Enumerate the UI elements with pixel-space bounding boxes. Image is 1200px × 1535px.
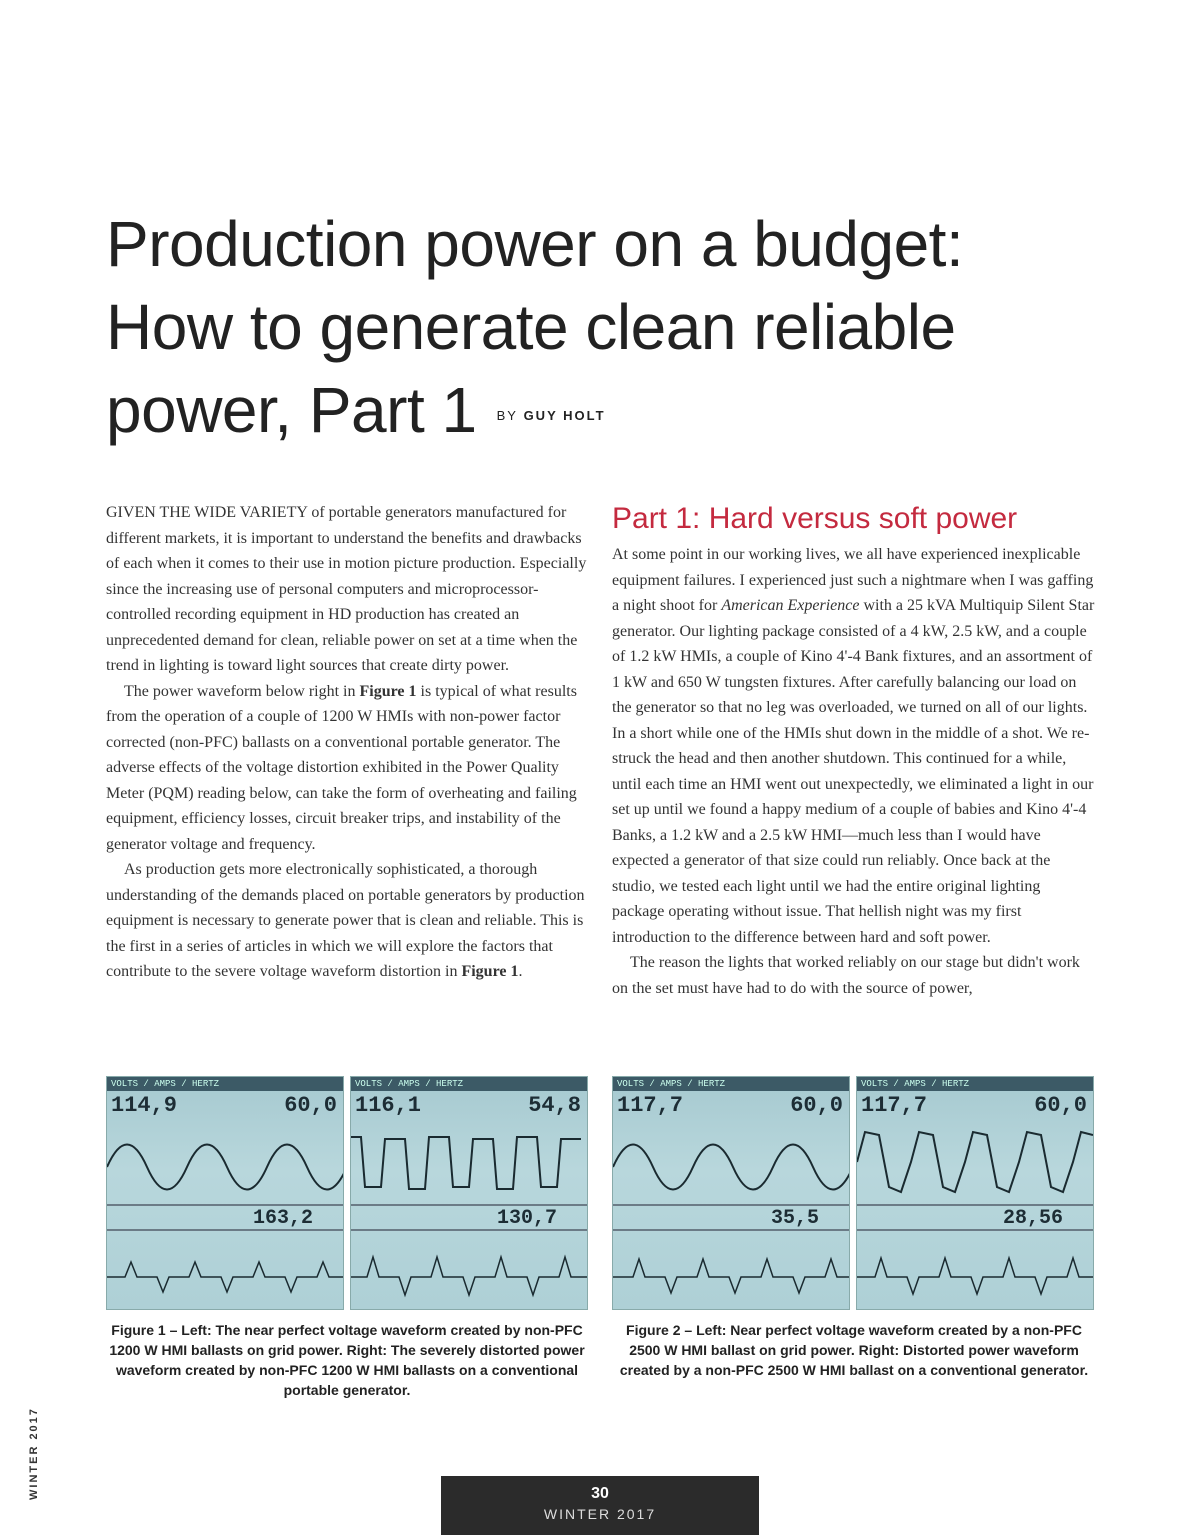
pqm-header: VOLTS / AMPS / HERTZ	[613, 1077, 849, 1091]
pqm-header: VOLTS / AMPS / HERTZ	[107, 1077, 343, 1091]
left-paragraph-1	[106, 500, 588, 679]
pqm-voltage-readout: 117,7	[617, 1093, 684, 1118]
pqm-amps-readout: 28,56	[1002, 1207, 1063, 1230]
left-paragraph-3	[106, 857, 588, 985]
left-p2-a: The power waveform below right in	[124, 682, 360, 700]
footer-issue: WINTER 2017	[543, 1506, 657, 1522]
pqm-frequency-readout: 60,0	[790, 1093, 843, 1118]
pqm-header: VOLTS / AMPS / HERTZ	[857, 1077, 1093, 1091]
pqm-screen-grid-power	[106, 1076, 344, 1310]
title-line-1: Production power on a budget:	[106, 208, 964, 280]
pqm-amps-readout: 35,5	[770, 1207, 819, 1230]
right-paragraph-2: The reason the lights that worked reliably on our stage but didn't work on the set must have had to do with the source of power,	[612, 954, 1080, 997]
pqm-amps-readout: 163,2	[252, 1207, 313, 1230]
right-p1-b: with a 25 kVA Multiquip Silent Star generator. Our lighting package consisted of a 4 kW, 2.5 kW, and a couple of 1.2 kW HMIs, a couple of Kino 4'-4 Bank fixtures, and an assortment of 1 kW and 650 W tungsten fixtures. After carefully balancing our load on the generator so that no leg was overloaded, we turned on all of our lights. In a short while one of the HMIs shut down in the middle of a shot. We re-struck the head and then another shutdown. This continued for a while, until each time an HMI went out unexpectedly, we eliminated a light in our set up until we found a happy medium of a couple of babies and Kino 4'-4 Banks, a 1.2 kW and a 2.5 kW HMI—much less than I would have expected a generator of that size could run reliably. Once back at the studio, we tested each light until we had the entire original lighting package operating without issue. That hellish night was my first introduction to the difference between hard and soft power.	[612, 597, 1095, 946]
page-footer	[441, 1476, 759, 1535]
section-heading: Part 1: Hard versus soft power	[612, 502, 1018, 535]
byline	[497, 408, 606, 423]
right-paragraph-1	[612, 542, 1096, 950]
article-title	[106, 203, 1106, 457]
left-p3-b: .	[518, 963, 523, 980]
show-title: American Experience	[721, 597, 860, 614]
voltage-waveform-sine	[613, 1077, 849, 1310]
pqm-voltage-readout: 117,7	[861, 1093, 928, 1118]
right-column	[612, 500, 1096, 1001]
figure-1-images	[106, 1076, 588, 1310]
pqm-frequency-readout: 60,0	[1034, 1093, 1087, 1118]
left-paragraph-2	[106, 679, 588, 858]
pqm-amps-readout: 130,7	[496, 1207, 557, 1230]
page-number: 30	[591, 1485, 609, 1502]
left-p1-text: of portable generators manufactured for different markets, it is important to understand the benefits and drawbacks of each when it comes to their use in motion picture production. Especially since the increasing use of personal computers and microprocessor-controlled recording equipment in HD production has created an unprecedented demand for clean, reliable power on set at a time when the trend in lighting is toward light sources that create dirty power.	[106, 504, 587, 674]
voltage-waveform-distorted	[351, 1077, 587, 1310]
voltage-waveform-distorted	[857, 1077, 1093, 1310]
left-column	[106, 500, 588, 985]
title-line-3-text: power, Part 1	[106, 374, 477, 446]
title-line-2: How to generate clean reliable	[106, 291, 956, 363]
title-line-3	[106, 369, 1106, 457]
figure-2-images	[612, 1076, 1094, 1310]
figure-2-caption: Figure 2 – Left: Near perfect voltage waveform created by a non-PFC 2500 W HMI ballast on grid power. Right: Distorted power waveform created by a non-PFC 2500 W HMI ballast on a conventional generator.	[619, 1322, 1089, 1378]
pqm-voltage-readout: 116,1	[355, 1093, 422, 1118]
pqm-screen-grid-power	[612, 1076, 850, 1310]
pqm-screen-generator-power	[856, 1076, 1094, 1310]
byline-by: BY	[496, 407, 518, 423]
byline-author: GUY HOLT	[523, 407, 606, 423]
pqm-header: VOLTS / AMPS / HERTZ	[351, 1077, 587, 1091]
figure-ref: Figure 1	[461, 963, 519, 980]
figure-ref: Figure 1	[359, 682, 417, 700]
right-p1-a: At some point in our working lives, we all have experienced inexplicable equipment failures. I experienced just such a nightmare when I was gaffing a night shoot for	[612, 546, 1094, 614]
figure-1-caption: Figure 1 – Left: The near perfect voltage waveform created by non-PFC 1200 W HMI ballasts on grid power. Right: The severely distorted power waveform created by non-PFC 1200 W HMI ballasts on a conventional portable generator.	[109, 1322, 585, 1398]
side-issue-label: WINTER 2017	[28, 1407, 40, 1500]
pqm-voltage-readout: 114,9	[111, 1093, 178, 1118]
pqm-frequency-readout: 60,0	[284, 1093, 337, 1118]
pqm-screen-generator-power	[350, 1076, 588, 1310]
pqm-frequency-readout: 54,8	[528, 1093, 581, 1118]
left-p3-a: As production gets more electronically sophisticated, a thorough understanding of the demands placed on portable generators by production equipment is necessary to generate power that is clean and reliable. This is the first in a series of articles in which we will explore the factors that contribute to the severe voltage waveform distortion in	[106, 861, 585, 980]
voltage-waveform-sine	[107, 1077, 343, 1310]
lead-in-caps: GIVEN THE WIDE VARIETY	[106, 504, 308, 521]
left-p2-b: is typical of what results from the operation of a couple of 1200 W HMIs with non-power factor corrected (non-PFC) ballasts on a conventional portable generator. The adverse effects of the voltage distortion exhibited in the Power Quality Meter (PQM) reading below, can take the form of overheating and failing equipment, efficiency losses, circuit breaker trips, and instability of the generator voltage and frequency.	[106, 682, 577, 853]
